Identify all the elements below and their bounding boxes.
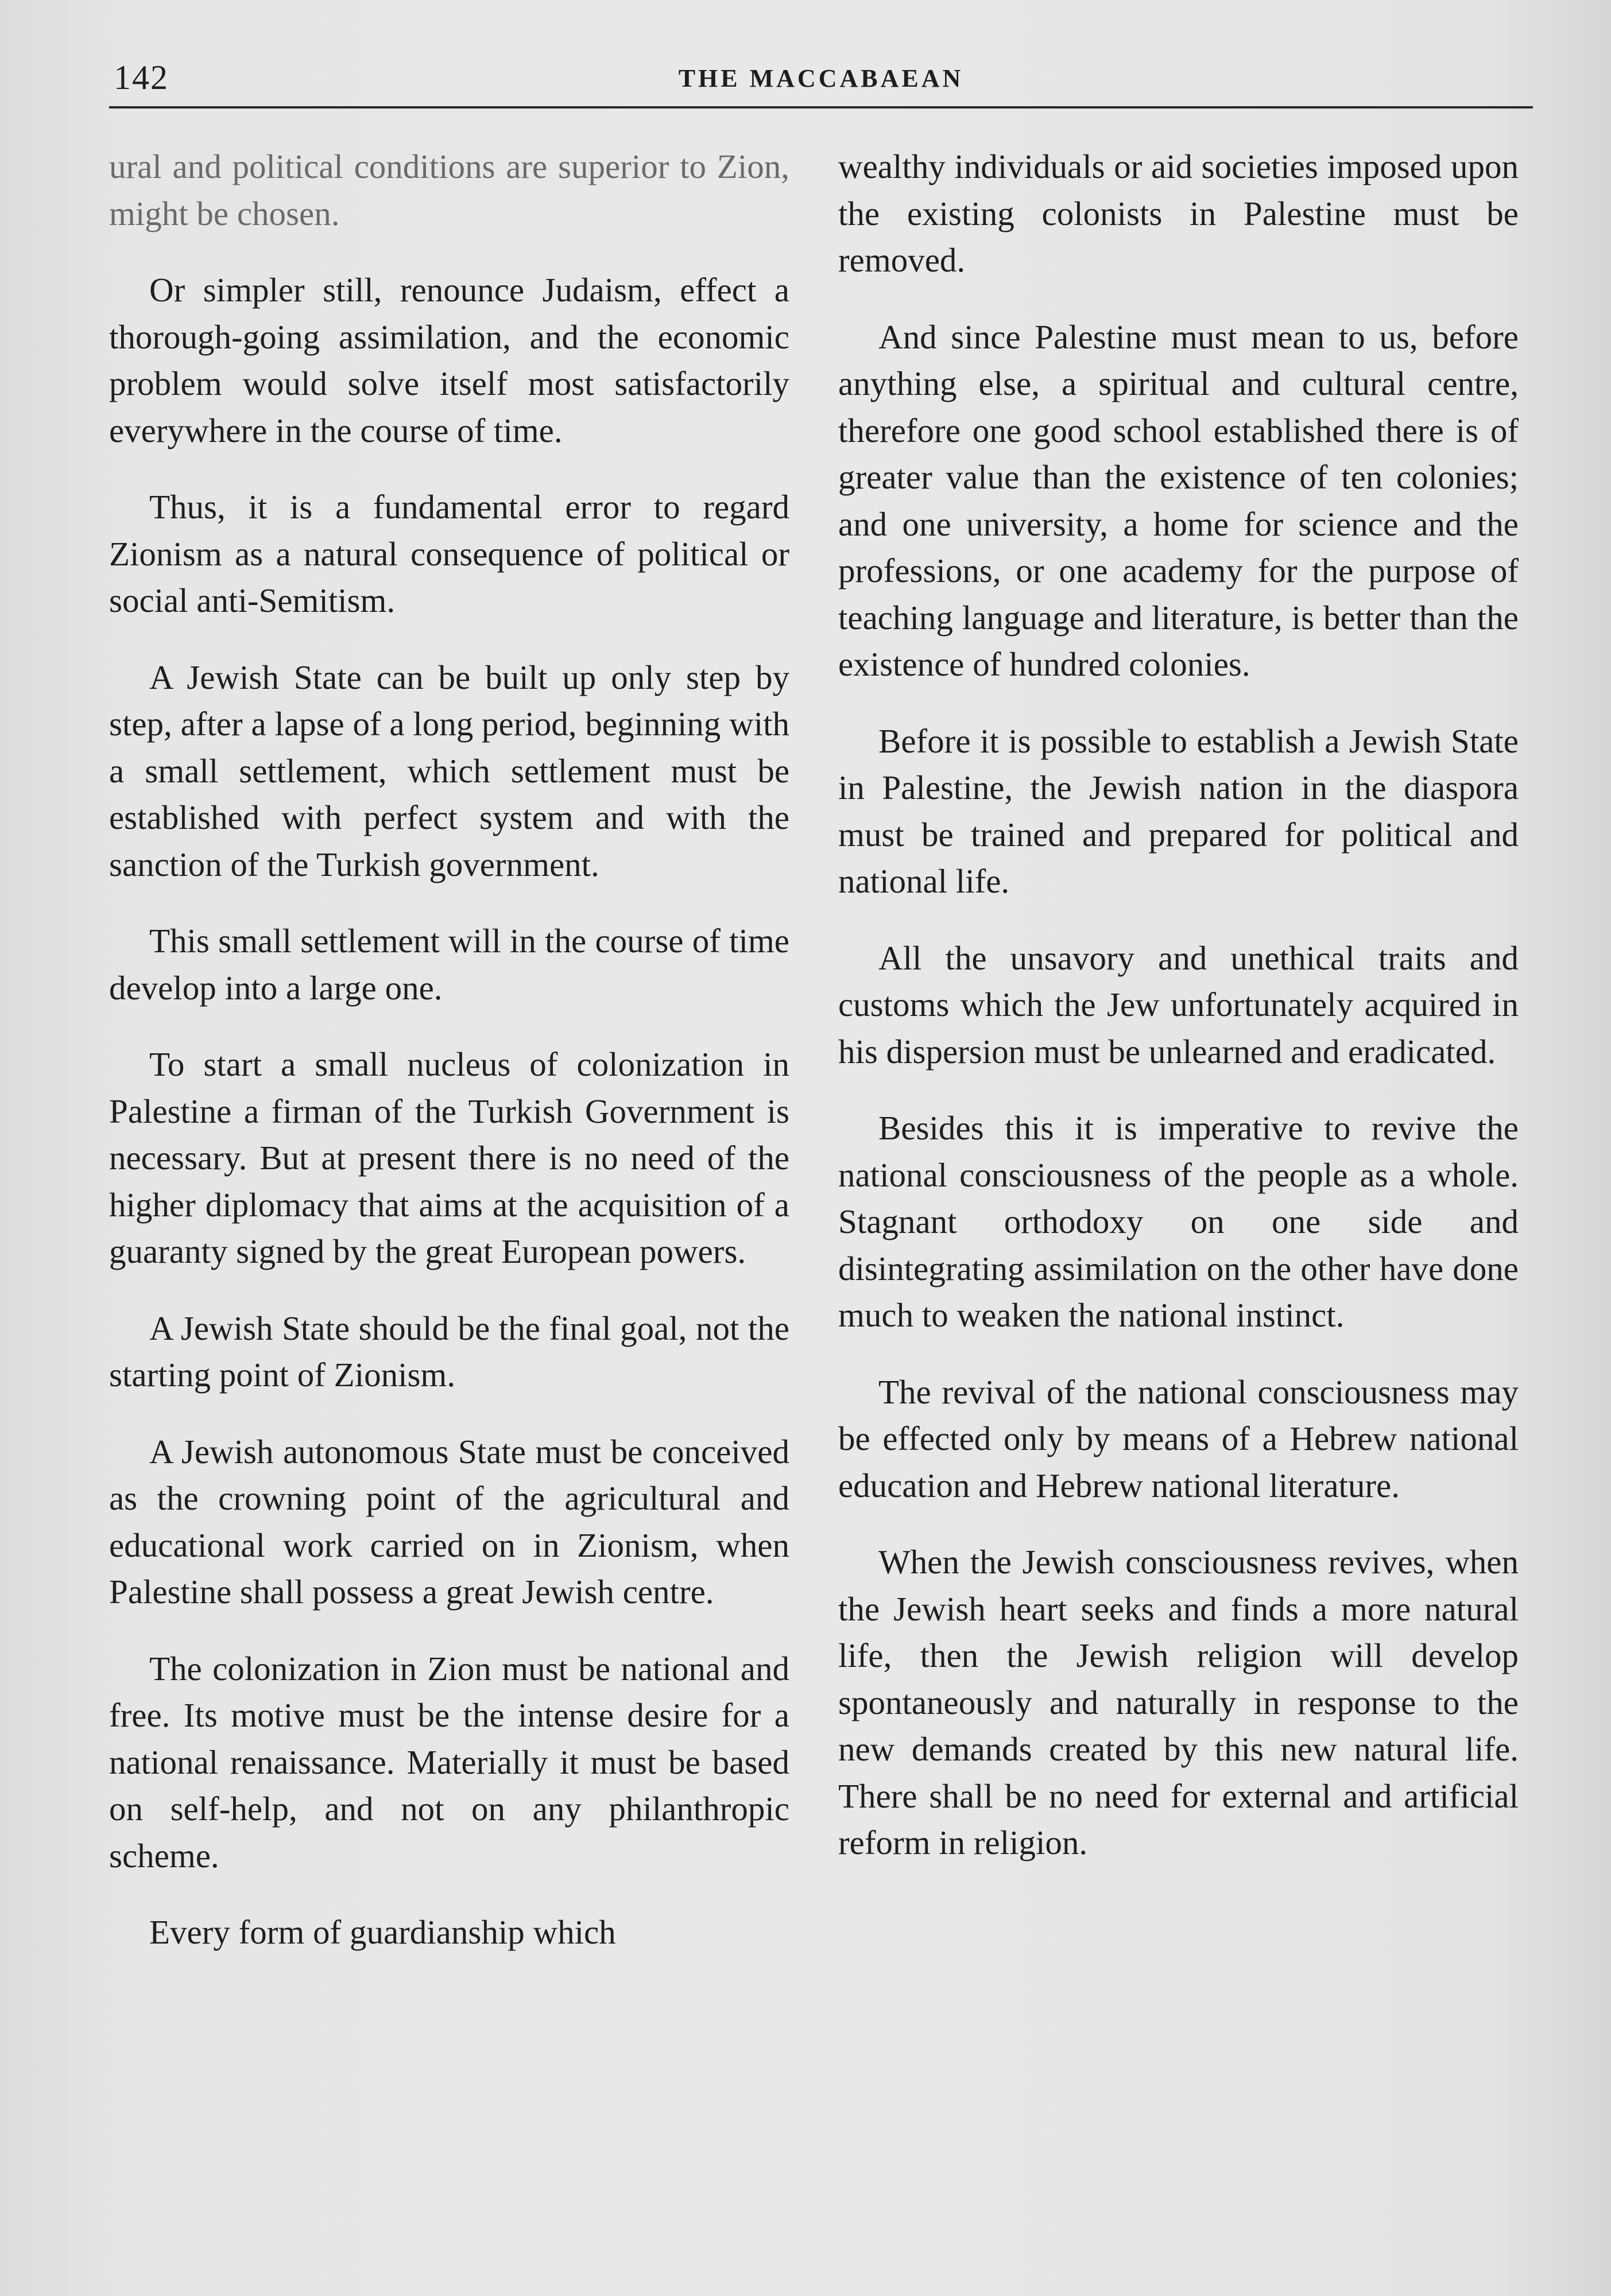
right-column: [838, 144, 1519, 1896]
paragraph: Before it is possible to establish a Jewish State in Palestine, the Jewish nation in the diaspora must be trained and prepared for political and national life.: [838, 722, 1519, 900]
paragraph: The colonization in Zion must be national and free. Its motive must be the intense desire for a national renaissance. Materially it must be based on self-help, and not on any philanthropic scheme.: [109, 1649, 789, 1875]
paragraph: A Jewish State should be the final goal, not the starting point of Zionism.: [109, 1309, 789, 1394]
paragraph: Or simpler still, renounce Judaism, effect a thorough-going assimilation, and the economic problem would solve itself most satisfactorily everywhere in the course of time.: [109, 271, 789, 449]
paragraph: This small settlement will in the course of time develop into a large one.: [109, 922, 789, 1007]
page-header: [109, 55, 1533, 108]
paragraph: A Jewish autonomous State must be conceived as the crowning point of the agricultural and educational work carried on in Zionism, when Palestine shall possess a great Jewish centre.: [109, 1432, 789, 1611]
paragraph: The revival of the national consciousness may be effected only by means of a Hebrew national education and Hebrew national literature.: [838, 1372, 1519, 1504]
paragraph: Thus, it is a fundamental error to regard Zionism as a natural consequence of political or social anti-Semitism.: [109, 488, 789, 619]
paragraph: All the unsavory and unethical traits and customs which the Jew unfortunately acquired in his dispersion must be unlearned and eradicated.: [838, 938, 1519, 1071]
paragraph: Besides this it is imperative to revive the national consciousness of the people as a whole. Stagnant orthodoxy on one side and disintegrating assimilation on the other have done much to weaken the national instinct.: [838, 1109, 1519, 1334]
paragraph: When the Jewish consciousness revives, when the Jewish heart seeks and finds a more natural life, then the Jewish religion will develop spontaneously and naturally in response to the new demands created by this new natural life. There shall be no need for external and artificial reform in religion.: [838, 1543, 1519, 1861]
paragraph: And since Palestine must mean to us, before anything else, a spiritual and cultural centre, therefore one good school established there is of greater value than the existence of ten colonies; and one university, a home for science and the professions, or one academy for the purpose of teaching language and literature, is better than the existence of hundred colonies.: [838, 317, 1519, 683]
paragraph: Every form of guardianship which: [149, 1913, 616, 1951]
left-column: [109, 144, 789, 1986]
page-number: 142: [114, 59, 169, 96]
paragraph: A Jewish State can be built up only step by step, after a lapse of a long period, beginning with a small settlement, which settlement must be established with perfect system and with the sanction of the Turkish government.: [109, 658, 789, 883]
paragraph: wealthy individuals or aid societies imposed upon the existing colonists in Palestine must be removed.: [838, 148, 1519, 279]
paragraph: To start a small nucleus of colonization in Palestine a firman of the Turkish Government is necessary. But at present there is no need of the higher diplomacy that aims at the acquisition of a guaranty signed by the great European powers.: [109, 1045, 789, 1270]
paragraph: ural and political conditions are superior to Zion, might be chosen.: [109, 148, 789, 232]
running-title: THE MACCABAEAN: [678, 64, 964, 92]
